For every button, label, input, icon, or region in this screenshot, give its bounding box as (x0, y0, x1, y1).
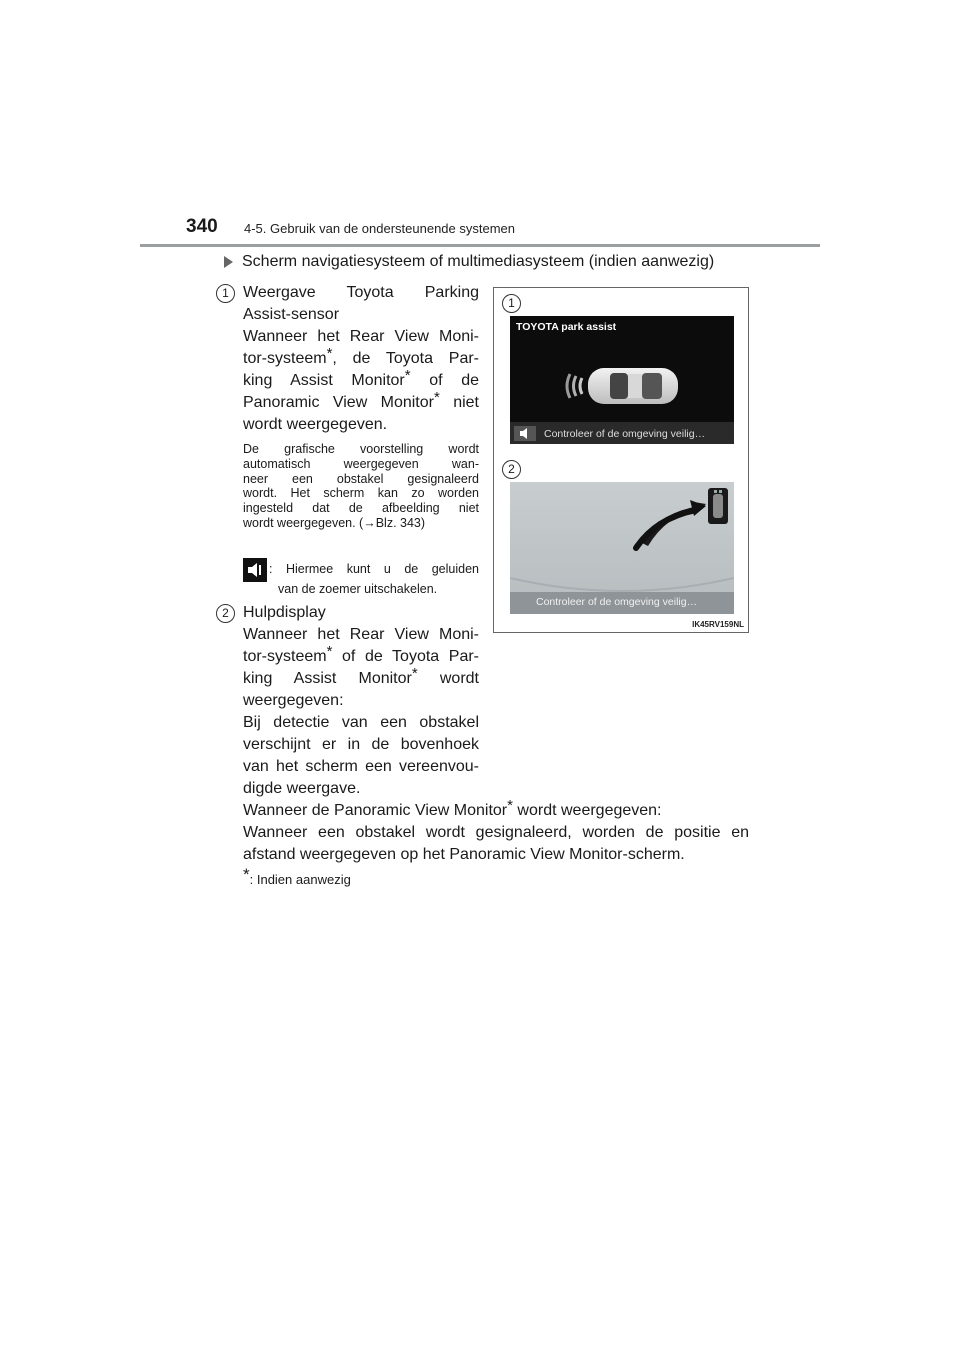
item1-line1: Wanneer het Rear View Moni- (243, 328, 479, 345)
speaker-icon (243, 558, 267, 582)
page-number: 340 (186, 216, 218, 237)
speaker-note-line2: van de zoemer uitschakelen. (278, 582, 438, 596)
header-divider (140, 244, 820, 247)
status-text: Controleer of de omgeving veilig… (536, 596, 698, 608)
speaker-note-line1: : Hiermee kunt u de geluiden (269, 562, 479, 576)
asterisk: * (326, 643, 333, 660)
figure-label-2: 2 (502, 460, 521, 479)
item-number-2: 2 (216, 604, 235, 623)
panoramic-paragraph: Wanneer de Panoramic View Monitor* wordt weergegeven: Wanneer een obstakel wordt gesignaleerd, worden de positie en afstand weergegeven op het Panoramic View Monitor-scherm. (243, 797, 749, 863)
item1-line5: wordt weergegeven. (243, 416, 388, 433)
item1-title-line1: Weergave Toyota Parking (243, 284, 479, 301)
item-number-1: 1 (216, 284, 235, 303)
asterisk: * (433, 389, 440, 406)
footnote: *: Indien aanwezig (243, 865, 351, 887)
figure-label-1: 1 (502, 294, 521, 313)
mute-button[interactable] (514, 426, 536, 441)
guide-graphic (510, 482, 734, 592)
speaker-icon (514, 426, 536, 441)
asterisk: * (326, 345, 333, 362)
screen-title: TOYOTA park assist (516, 321, 617, 333)
park-assist-screen (510, 316, 734, 444)
item1-text (243, 282, 479, 436)
item1-title-line2: Assist-sensor (243, 306, 340, 323)
asterisk: * (507, 797, 513, 814)
item2-title: Hulpdisplay (243, 604, 326, 621)
item1-line3: king Assist Monitor* of de (243, 367, 479, 389)
section-title: 4-5. Gebruik van de ondersteunende systemen (244, 221, 516, 236)
figure-code: IK45RV159NL (692, 620, 744, 629)
status-text: Controleer of de omgeving veilig… (544, 428, 706, 440)
asterisk: * (411, 665, 418, 682)
item1-line2: tor-systeem*, de Toyota Par- (243, 345, 479, 367)
item1-line4: Panoramic View Monitor* niet (243, 389, 480, 411)
asterisk: * (404, 367, 411, 384)
subheading-text: Scherm navigatiesysteem of multimediasysteem (indien aanwezig) (242, 253, 715, 270)
subheading (224, 253, 714, 271)
triangle-bullet-icon (224, 256, 233, 268)
asterisk: * (243, 865, 250, 884)
figure (493, 287, 749, 633)
item1-note: De grafische voorstelling wordt automatisch weergegeven wan- neer een obstakel gesignaleerd wordt. Het scherm kan zo worden ingesteld dat de afbeelding niet wordt weergegeven. (→Blz. 343) (243, 442, 479, 530)
item2-text: Hulpdisplay Wanneer het Rear View Moni- tor-systeem* of de Toyota Par- king Assist Monitor* wordt weergegeven: Bij detectie van een obstakel verschijnt er in de bovenhoek van het scherm een vereenvou- digde weergave. (243, 604, 479, 797)
camera-screen (510, 482, 734, 614)
car-sensor-graphic (510, 316, 734, 422)
